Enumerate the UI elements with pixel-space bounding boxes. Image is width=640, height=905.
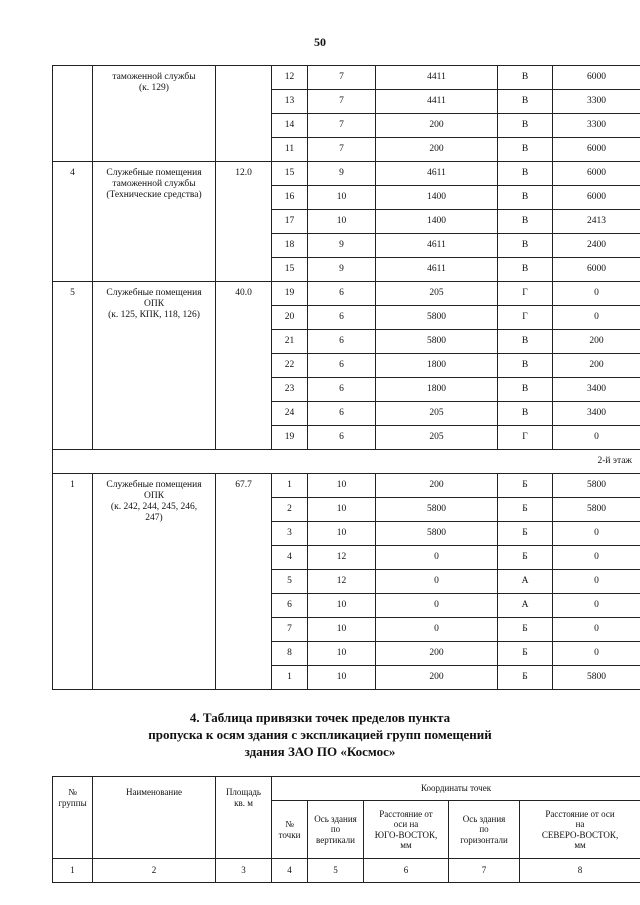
vertical-axis-cell: 10: [308, 594, 376, 618]
group-area-cell: 12.0: [216, 162, 272, 282]
section-title: [0, 709, 640, 760]
point-number-cell: 17: [272, 210, 308, 234]
floor-row: [53, 450, 640, 474]
distance-southeast-cell: 205: [376, 426, 498, 450]
distance-northeast-cell: 5800: [553, 666, 640, 690]
horizontal-axis-cell: В: [498, 402, 553, 426]
horizontal-axis-cell: В: [498, 90, 553, 114]
horizontal-axis-cell: В: [498, 186, 553, 210]
vertical-axis-cell: 6: [308, 402, 376, 426]
horizontal-axis-cell: Г: [498, 426, 553, 450]
vertical-axis-cell: 10: [308, 474, 376, 498]
distance-northeast-cell: 0: [553, 306, 640, 330]
point-number-cell: 21: [272, 330, 308, 354]
column-number-cell: 6: [364, 859, 449, 883]
floor-label: 2-й этаж: [53, 450, 640, 474]
horizontal-axis-cell: Б: [498, 642, 553, 666]
distance-southeast-cell: 200: [376, 666, 498, 690]
point-number-cell: 6: [272, 594, 308, 618]
vertical-axis-cell: 6: [308, 354, 376, 378]
header-coordinates: Координаты точек: [272, 777, 640, 801]
header-horizontal-axis: Ось здания по горизонтали: [449, 801, 520, 859]
point-number-cell: 22: [272, 354, 308, 378]
distance-northeast-cell: 6000: [553, 66, 640, 90]
distance-northeast-cell: 0: [553, 570, 640, 594]
vertical-axis-cell: 6: [308, 330, 376, 354]
distance-northeast-cell: 0: [553, 594, 640, 618]
horizontal-axis-cell: В: [498, 258, 553, 282]
horizontal-axis-cell: В: [498, 114, 553, 138]
point-number-cell: 8: [272, 642, 308, 666]
table-row: [53, 474, 640, 498]
point-number-cell: 4: [272, 546, 308, 570]
horizontal-axis-cell: Г: [498, 306, 553, 330]
vertical-axis-cell: 12: [308, 546, 376, 570]
distance-northeast-cell: 3400: [553, 402, 640, 426]
point-number-cell: 14: [272, 114, 308, 138]
distance-northeast-cell: 200: [553, 354, 640, 378]
point-number-cell: 1: [272, 666, 308, 690]
point-number-cell: 18: [272, 234, 308, 258]
distance-southeast-cell: 0: [376, 570, 498, 594]
distance-northeast-cell: 6000: [553, 138, 640, 162]
column-number-cell: 3: [216, 859, 272, 883]
vertical-axis-cell: 10: [308, 642, 376, 666]
point-number-cell: 15: [272, 162, 308, 186]
distance-northeast-cell: 0: [553, 546, 640, 570]
horizontal-axis-cell: А: [498, 570, 553, 594]
section-title-line1: 4. Таблица привязки точек пределов пункта: [189, 710, 451, 725]
table-row: [53, 282, 640, 306]
horizontal-axis-cell: В: [498, 234, 553, 258]
point-number-cell: 13: [272, 90, 308, 114]
group-area-cell: 40.0: [216, 282, 272, 450]
distance-southeast-cell: 5800: [376, 498, 498, 522]
horizontal-axis-cell: Г: [498, 282, 553, 306]
horizontal-axis-cell: В: [498, 210, 553, 234]
group-name-cell: таможенной службы (к. 129): [93, 66, 216, 162]
distance-northeast-cell: 2413: [553, 210, 640, 234]
distance-southeast-cell: 5800: [376, 306, 498, 330]
group-number-cell: 5: [53, 282, 93, 450]
distance-southeast-cell: 4411: [376, 66, 498, 90]
point-number-cell: 16: [272, 186, 308, 210]
distance-northeast-cell: 5800: [553, 474, 640, 498]
column-number-cell: 1: [53, 859, 93, 883]
vertical-axis-cell: 6: [308, 282, 376, 306]
group-area-cell: [216, 66, 272, 162]
distance-southeast-cell: 4411: [376, 90, 498, 114]
group-area-cell: 67.7: [216, 474, 272, 690]
point-number-cell: 7: [272, 618, 308, 642]
distance-southeast-cell: 200: [376, 114, 498, 138]
distance-northeast-cell: 0: [553, 426, 640, 450]
point-number-cell: 1: [272, 474, 308, 498]
distance-southeast-cell: 200: [376, 138, 498, 162]
vertical-axis-cell: 10: [308, 498, 376, 522]
horizontal-axis-cell: В: [498, 330, 553, 354]
vertical-axis-cell: 7: [308, 114, 376, 138]
vertical-axis-cell: 12: [308, 570, 376, 594]
group-name-cell: Служебные помещения таможенной службы (Технические средства): [93, 162, 216, 282]
distance-southeast-cell: 0: [376, 546, 498, 570]
point-number-cell: 15: [272, 258, 308, 282]
distance-northeast-cell: 0: [553, 642, 640, 666]
header-group-number: № группы: [53, 777, 93, 859]
section-title-line3: здания ЗАО ПО «Космос»: [244, 744, 396, 759]
column-number-cell: 2: [93, 859, 216, 883]
header-point-number: № точки: [272, 801, 308, 859]
header-vertical-axis: Ось здания по вертикали: [308, 801, 364, 859]
page-number: 50: [314, 35, 326, 49]
group-number-cell: [53, 66, 93, 162]
point-number-cell: 24: [272, 402, 308, 426]
horizontal-axis-cell: Б: [498, 618, 553, 642]
distance-northeast-cell: 6000: [553, 162, 640, 186]
distance-northeast-cell: 6000: [553, 258, 640, 282]
vertical-axis-cell: 7: [308, 138, 376, 162]
section-title-line2: пропуска к осям здания с экспликацией групп помещений: [148, 727, 492, 742]
main-coordinates-table: [52, 65, 640, 690]
vertical-axis-cell: 10: [308, 186, 376, 210]
point-number-cell: 3: [272, 522, 308, 546]
column-number-cell: 5: [308, 859, 364, 883]
column-number-cell: 8: [520, 859, 640, 883]
point-number-cell: 19: [272, 426, 308, 450]
header-name: Наименование: [93, 777, 216, 859]
group-number-cell: 4: [53, 162, 93, 282]
distance-northeast-cell: 200: [553, 330, 640, 354]
vertical-axis-cell: 10: [308, 666, 376, 690]
distance-southeast-cell: 4611: [376, 162, 498, 186]
vertical-axis-cell: 6: [308, 426, 376, 450]
point-number-cell: 12: [272, 66, 308, 90]
column-number-cell: 7: [449, 859, 520, 883]
point-number-cell: 5: [272, 570, 308, 594]
distance-southeast-cell: 1800: [376, 378, 498, 402]
distance-southeast-cell: 5800: [376, 522, 498, 546]
distance-southeast-cell: 205: [376, 282, 498, 306]
distance-northeast-cell: 3400: [553, 378, 640, 402]
table-row: [53, 162, 640, 186]
horizontal-axis-cell: Б: [498, 666, 553, 690]
horizontal-axis-cell: В: [498, 378, 553, 402]
horizontal-axis-cell: А: [498, 594, 553, 618]
distance-northeast-cell: 0: [553, 282, 640, 306]
vertical-axis-cell: 9: [308, 258, 376, 282]
vertical-axis-cell: 10: [308, 618, 376, 642]
point-number-cell: 2: [272, 498, 308, 522]
group-name-cell: Служебные помещения ОПК (к. 125, КПК, 118, 126): [93, 282, 216, 450]
distance-northeast-cell: 5800: [553, 498, 640, 522]
horizontal-axis-cell: В: [498, 66, 553, 90]
vertical-axis-cell: 9: [308, 162, 376, 186]
point-number-cell: 23: [272, 378, 308, 402]
column-number-cell: 4: [272, 859, 308, 883]
header-area: Площадь кв. м: [216, 777, 272, 859]
vertical-axis-cell: 7: [308, 90, 376, 114]
distance-northeast-cell: 3300: [553, 90, 640, 114]
horizontal-axis-cell: В: [498, 162, 553, 186]
point-number-cell: 11: [272, 138, 308, 162]
distance-southeast-cell: 1400: [376, 186, 498, 210]
distance-northeast-cell: 0: [553, 522, 640, 546]
distance-southeast-cell: 4611: [376, 258, 498, 282]
table-row: [53, 66, 640, 90]
horizontal-axis-cell: Б: [498, 522, 553, 546]
vertical-axis-cell: 10: [308, 522, 376, 546]
horizontal-axis-cell: Б: [498, 546, 553, 570]
distance-southeast-cell: 0: [376, 618, 498, 642]
point-number-cell: 20: [272, 306, 308, 330]
distance-northeast-cell: 6000: [553, 186, 640, 210]
distance-southeast-cell: 1400: [376, 210, 498, 234]
vertical-axis-cell: 10: [308, 210, 376, 234]
group-name-cell: Служебные помещения ОПК (к. 242, 244, 245, 246, 247): [93, 474, 216, 690]
distance-southeast-cell: 205: [376, 402, 498, 426]
distance-southeast-cell: 200: [376, 474, 498, 498]
vertical-axis-cell: 9: [308, 234, 376, 258]
vertical-axis-cell: 6: [308, 306, 376, 330]
section-header-table: [52, 776, 640, 883]
distance-southeast-cell: 200: [376, 642, 498, 666]
distance-northeast-cell: 2400: [553, 234, 640, 258]
distance-northeast-cell: 3300: [553, 114, 640, 138]
distance-southeast-cell: 5800: [376, 330, 498, 354]
horizontal-axis-cell: В: [498, 138, 553, 162]
horizontal-axis-cell: Б: [498, 474, 553, 498]
header-distance-southeast: Расстояние от оси на ЮГО-ВОСТОК, мм: [364, 801, 449, 859]
distance-northeast-cell: 0: [553, 618, 640, 642]
horizontal-axis-cell: В: [498, 354, 553, 378]
vertical-axis-cell: 7: [308, 66, 376, 90]
header-distance-northeast: Расстояние от оси на СЕВЕРО-ВОСТОК, мм: [520, 801, 640, 859]
point-number-cell: 19: [272, 282, 308, 306]
horizontal-axis-cell: Б: [498, 498, 553, 522]
group-number-cell: 1: [53, 474, 93, 690]
column-numbers-row: [53, 859, 640, 883]
distance-southeast-cell: 1800: [376, 354, 498, 378]
distance-southeast-cell: 4611: [376, 234, 498, 258]
distance-southeast-cell: 0: [376, 594, 498, 618]
vertical-axis-cell: 6: [308, 378, 376, 402]
